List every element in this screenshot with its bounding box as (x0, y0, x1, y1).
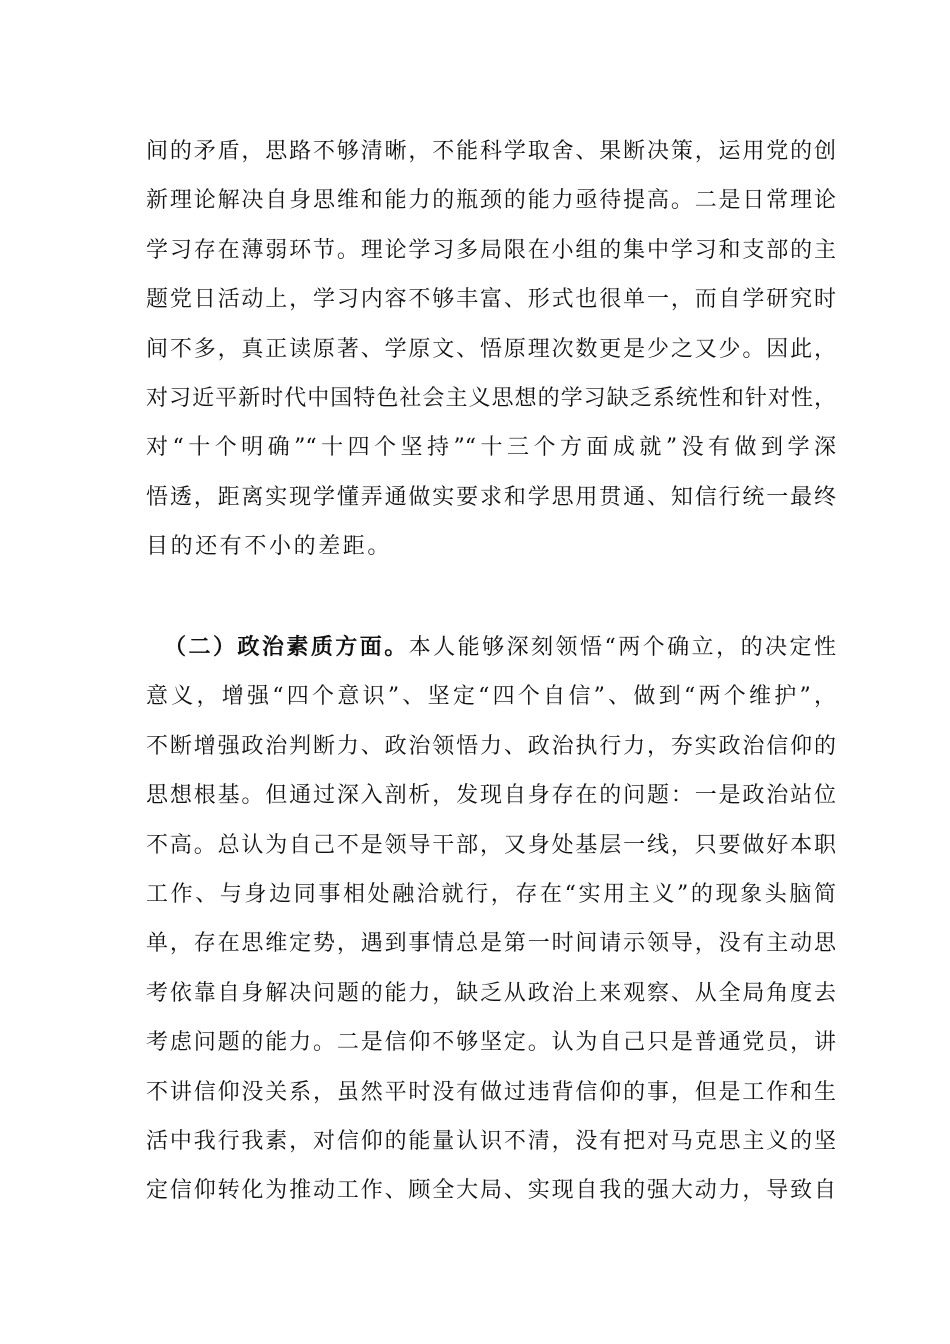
paragraph-political-quality (146, 623, 836, 1216)
text-line: 活中我行我素，对信仰的能量认识不清，没有把对马克思主义的坚 (146, 1128, 836, 1154)
text-line: 目的还有不小的差距。 (146, 534, 393, 560)
text-line: 意义，增强“四个意识”、坚定“四个自信”、做到“两个维护”， (146, 684, 836, 710)
text-line: 定信仰转化为推动工作、顾全大局、实现自我的强大动力，导致自 (146, 1178, 836, 1204)
text-line: 学习存在薄弱环节。理论学习多局限在小组的集中学习和支部的主 (146, 237, 836, 263)
text-line: 悟透，距离实现学懂弄通做实要求和学思用贯通、知信行统一最终 (146, 484, 836, 510)
text-line: 工作、与身边同事相处融洽就行，存在“实用主义”的现象头脑简 (146, 881, 836, 907)
text-line: 间不多，真正读原著、学原文、悟原理次数更是少之又少。因此， (146, 336, 836, 362)
paragraph-study (146, 127, 836, 572)
text-line: 单，存在思维定势，遇到事情总是第一时间请示领导，没有主动思 (146, 931, 836, 957)
text-line: 不讲信仰没关系，虽然平时没有做过违背信仰的事，但是工作和生 (146, 1079, 836, 1105)
text-line: 不断增强政治判断力、政治领悟力、政治执行力，夯实政治信仰的 (146, 733, 836, 759)
section-heading: （二）政治素质方面。 (164, 635, 409, 660)
text-line-first (146, 623, 836, 672)
text-line: 间的矛盾，思路不够清晰，不能科学取舍、果断决策，运用党的创 (146, 139, 836, 164)
text-line: 不高。总认为自己不是领导干部，又身处基层一线，只要做好本职 (146, 832, 836, 858)
text-line: 思想根基。但通过深入剖析，发现自身存在的问题：一是政治站位 (146, 783, 836, 809)
text-line: 对习近平新时代中国特色社会主义思想的学习缺乏系统性和针对性， (146, 385, 836, 411)
text-line: 考依靠自身解决问题的能力，缺乏从政治上来观察、从全局角度去 (146, 980, 836, 1006)
text-line: 对“十个明确”“十四个坚持”“十三个方面成就”没有做到学深 (146, 435, 836, 461)
text-line: 新理论解决自身思维和能力的瓶颈的能力亟待提高。二是日常理论 (146, 188, 836, 214)
text-run: 本人能够深刻领悟“两个确立，的决定性 (408, 635, 836, 660)
text-line: 考虑问题的能力。二是信仰不够坚定。认为自己只是普通党员，讲 (146, 1030, 836, 1056)
text-line: 题党日活动上，学习内容不够丰富、形式也很单一，而自学研究时 (146, 287, 836, 313)
